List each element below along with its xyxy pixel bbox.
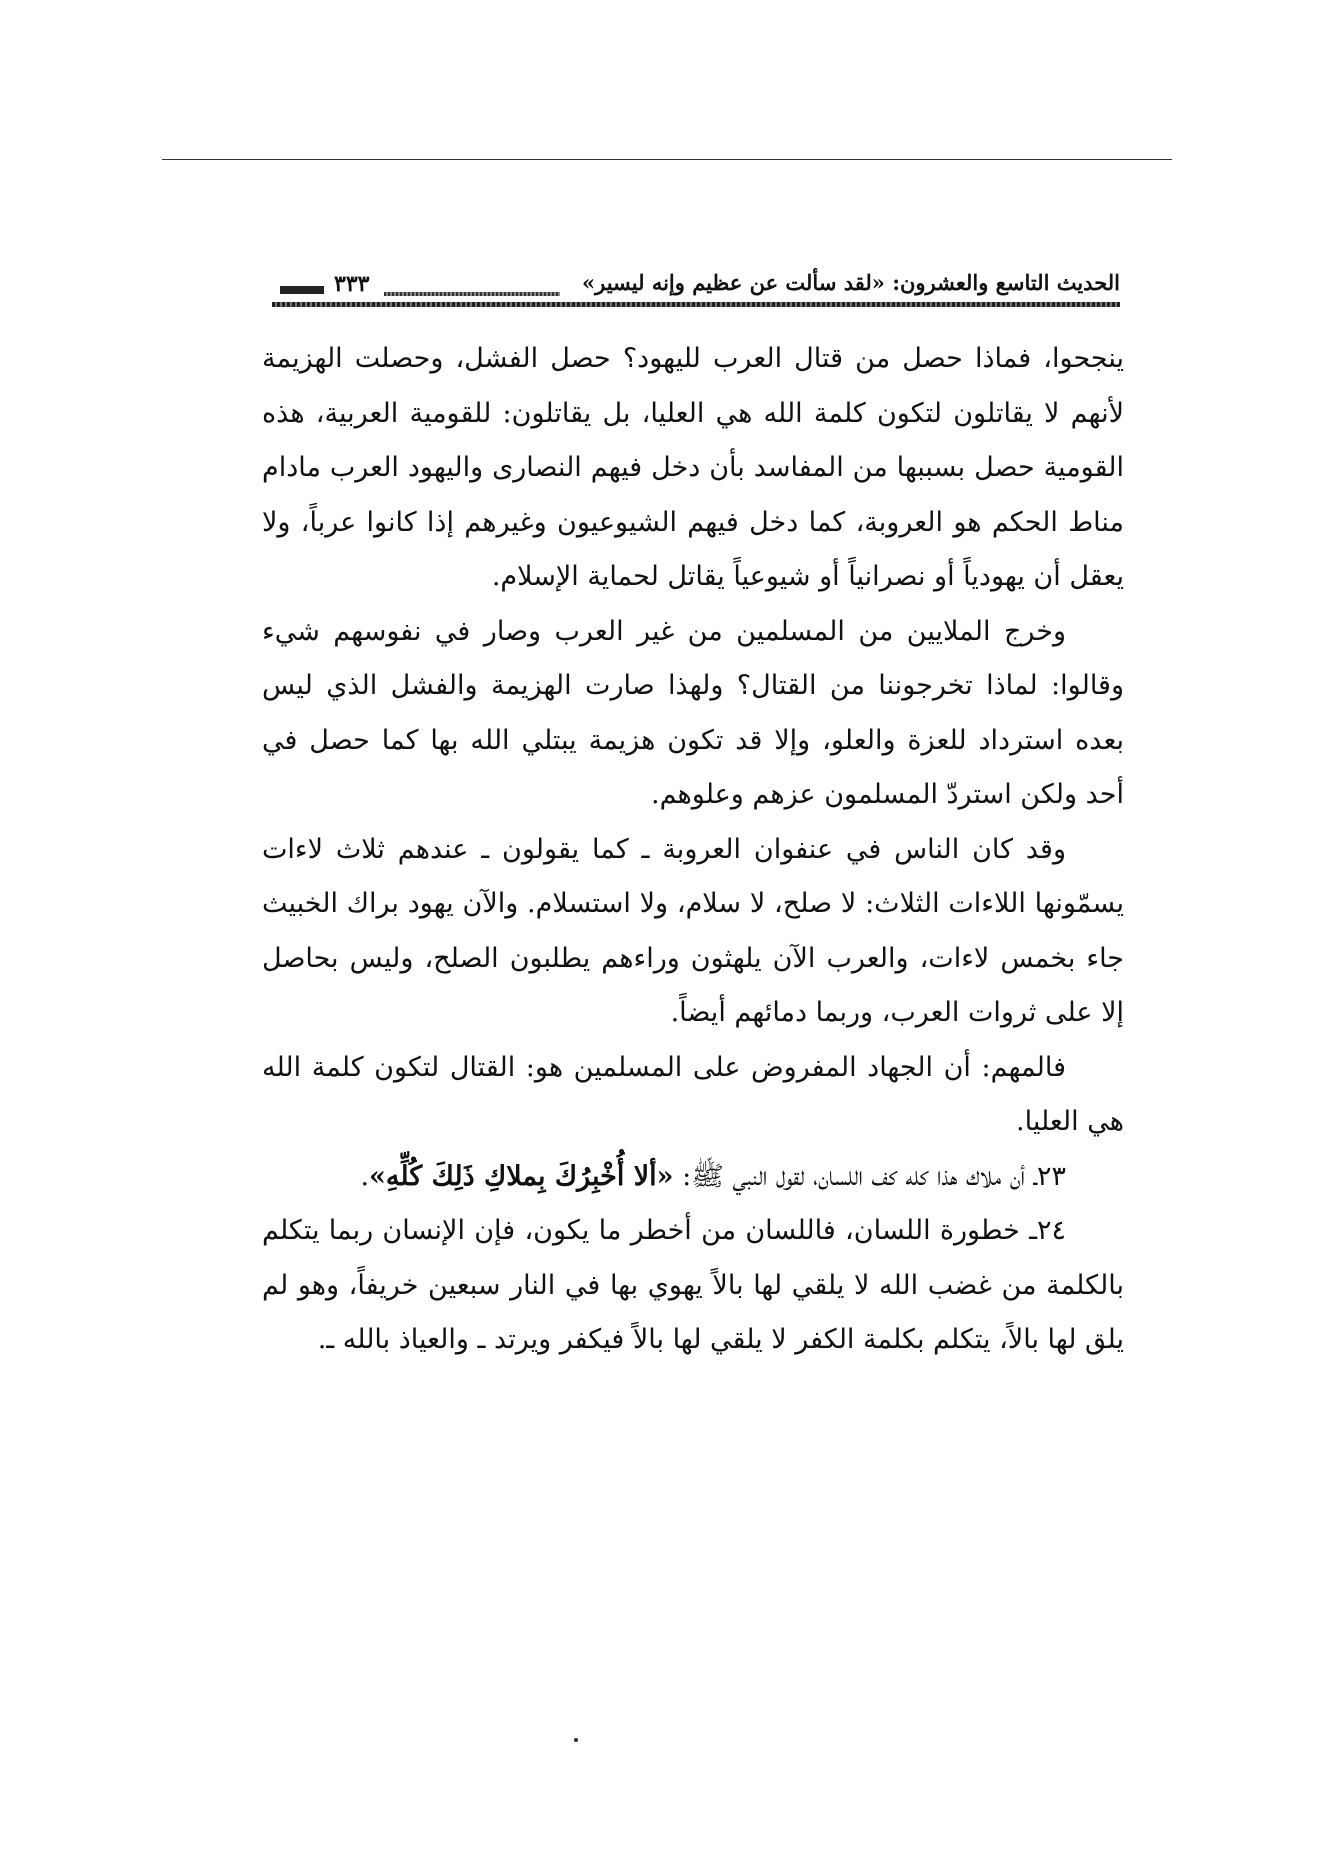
top-rule [162, 159, 1172, 160]
paragraph-4: فالمهم: أن الجهاد المفروض على المسلمين هو: القتال لتكون كلمة الله هي العليا. [262, 1051, 1124, 1137]
body-text [262, 332, 1124, 1368]
header-rule [272, 302, 1120, 307]
paragraph-5-tail: . [360, 1160, 370, 1192]
paragraph-3: وقد كان الناس في عنفوان العروبة ـ كما يقولون ـ عندهم ثلاث لاءات يسمّونها اللاءات الثلاث: لا صلح، لا سلام، ولا استسلام. والآن يهود براك الخبيث جاء بخمس لاءات، والعرب الآن يلهثون وراءهم يطلبون الصلح، وليس بحاصل إلا على ثروات العرب، وربما دمائهم أيضاً. [262, 833, 1124, 1028]
hadith-quote: «ألا أُخْبِرُكَ بِملاكِ ذَلِكَ كُلِّهِ» [369, 1160, 674, 1192]
paragraph-6: ٢٤ـ خطورة اللسان، فاللسان من أخطر ما يكون، فإن الإنسان ربما يتكلم بالكلمة من غضب الله لا يلقي لها بالاً يهوي بها في النار سبعين خريفاً، وهو لم يلق لها بالاً، يتكلم بكلمة الكفر لا يلقي لها بالاً فيكفر ويرتد ـ والعياذ بالله ـ. [262, 1215, 1124, 1355]
stray-dot [574, 1738, 578, 1742]
header-ornament [280, 286, 324, 294]
header-rule-thin [384, 292, 560, 296]
paragraph-5 [262, 1150, 1124, 1205]
header-title: الحديث التاسع والعشرون: «لقد سألت عن عظيم وإنه ليسير» [581, 270, 1120, 295]
page-number: ٣٣٣ [334, 271, 370, 297]
running-header [272, 268, 1120, 328]
paragraph-5-text: ٢٣ـ أن ملاك هذا كله كف اللسان، لقول النبي ﷺ: [673, 1160, 1066, 1192]
paragraph-2: وخرج الملايين من المسلمين من غير العرب وصار في نفوسهم شيء وقالوا: لماذا تخرجوننا من القتال؟ ولهذا صارت الهزيمة والفشل الذي ليس بعده استرداد للعزة والعلو، وإلا قد تكون هزيمة يبتلي الله بها كما حصل في أحد ولكن استردّ المسلمون عزهم وعلوهم. [262, 615, 1124, 810]
paragraph-1: ينجحوا، فماذا حصل من قتال العرب لليهود؟ حصل الفشل، وحصلت الهزيمة لأنهم لا يقاتلون لتكون كلمة الله هي العليا، بل يقاتلون: للقومية العربية، هذه القومية حصل بسببها من المفاسد بأن دخل فيهم النصارى واليهود العرب مادام مناط الحكم هو العروبة، كما دخل فيهم الشيوعيون وغيرهم إذا كانوا عرباً، ولا يعقل أن يهودياً أو نصرانياً أو شيوعياً يقاتل لحماية الإسلام. [262, 343, 1124, 592]
